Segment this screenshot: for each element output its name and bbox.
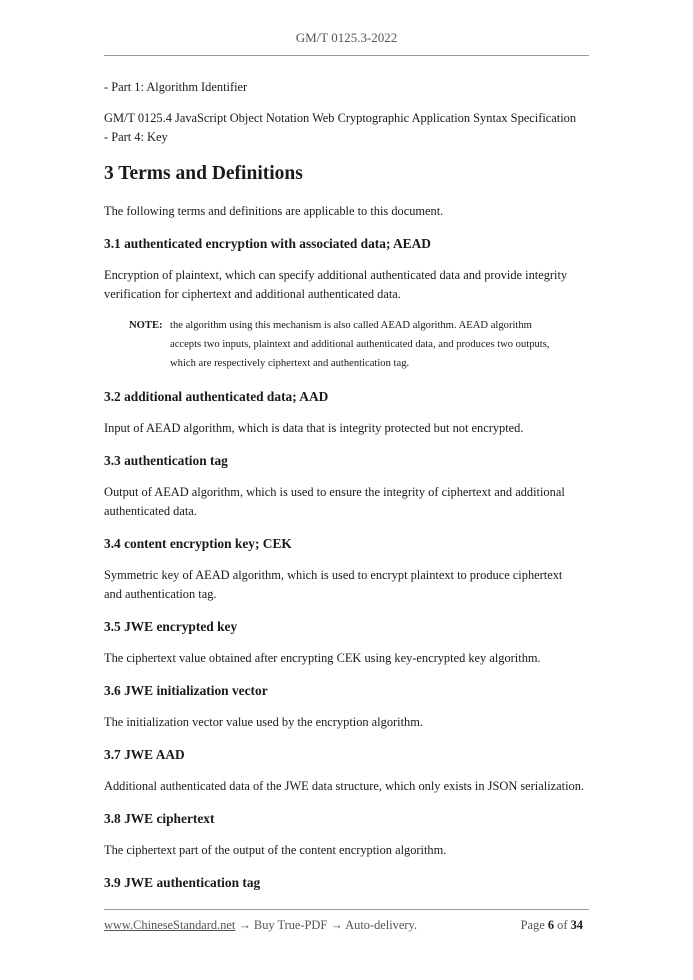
- term-heading: 3.9 JWE authentication tag: [104, 875, 261, 890]
- page-footer: [104, 918, 589, 933]
- footer-divider: [104, 909, 589, 910]
- term-definition: verification for ciphertext and additional authenticated data.: [104, 287, 401, 301]
- term-definition: Input of AEAD algorithm, which is data that is integrity protected but not encrypted.: [104, 421, 524, 435]
- document-body: [104, 78, 590, 892]
- reference-line: - Part 4: Key: [104, 130, 168, 144]
- running-header: GM/T 0125.3-2022: [295, 30, 398, 45]
- term-heading: 3.2 additional authenticated data; AAD: [104, 389, 329, 404]
- note-label: NOTE:: [129, 320, 163, 331]
- term-definition: The ciphertext part of the output of the content encryption algorithm.: [104, 843, 447, 857]
- reference-continuation: - Part 1: Algorithm Identifier: [104, 80, 248, 94]
- term-definition: authenticated data.: [104, 504, 197, 518]
- term-definition: Additional authenticated data of the JWE data structure, which only exists in JSON serialization.: [104, 779, 585, 793]
- term-heading: 3.5 JWE encrypted key: [104, 619, 238, 634]
- term-heading: 3.7 JWE AAD: [104, 747, 185, 762]
- total-pages: 34: [570, 918, 583, 932]
- page-indicator: Page 6 of 34: [520, 918, 583, 932]
- term-definition: Encryption of plaintext, which can specify additional authenticated data and provide integrity: [104, 268, 568, 282]
- term-heading: 3.6 JWE initialization vector: [104, 683, 268, 698]
- note-line: the algorithm using this mechanism is also called AEAD algorithm. AEAD algorithm: [170, 320, 532, 331]
- term-definition: Symmetric key of AEAD algorithm, which is used to encrypt plaintext to produce ciphertext: [104, 568, 563, 582]
- section-intro: The following terms and definitions are applicable to this document.: [104, 204, 444, 218]
- term-definition: The ciphertext value obtained after encrypting CEK using key-encrypted key algorithm.: [104, 651, 541, 665]
- header-divider: [104, 55, 589, 56]
- footer-tagline: → Buy True-PDF → Auto-delivery.: [235, 918, 417, 932]
- section-heading: 3 Terms and Definitions: [104, 163, 303, 184]
- term-heading: 3.1 authenticated encryption with associated data; AEAD: [104, 236, 431, 251]
- reference-line: GM/T 0125.4 JavaScript Object Notation Web Cryptographic Application Syntax Specification: [104, 111, 577, 125]
- term-heading: 3.3 authentication tag: [104, 453, 228, 468]
- note-line: accepts two inputs, plaintext and additional authenticated data, and produces two outputs,: [170, 339, 550, 350]
- term-definition: and authentication tag.: [104, 587, 217, 601]
- term-heading: 3.8 JWE ciphertext: [104, 811, 215, 826]
- term-note: [104, 316, 590, 373]
- site-link[interactable]: www.ChineseStandard.net: [104, 918, 236, 932]
- term-definition: The initialization vector value used by the encryption algorithm.: [104, 715, 423, 729]
- term-heading: 3.4 content encryption key; CEK: [104, 536, 292, 551]
- note-line: which are respectively ciphertext and authentication tag.: [170, 358, 410, 369]
- current-page: 6: [547, 918, 555, 932]
- term-definition: Output of AEAD algorithm, which is used to ensure the integrity of ciphertext and additional: [104, 485, 565, 499]
